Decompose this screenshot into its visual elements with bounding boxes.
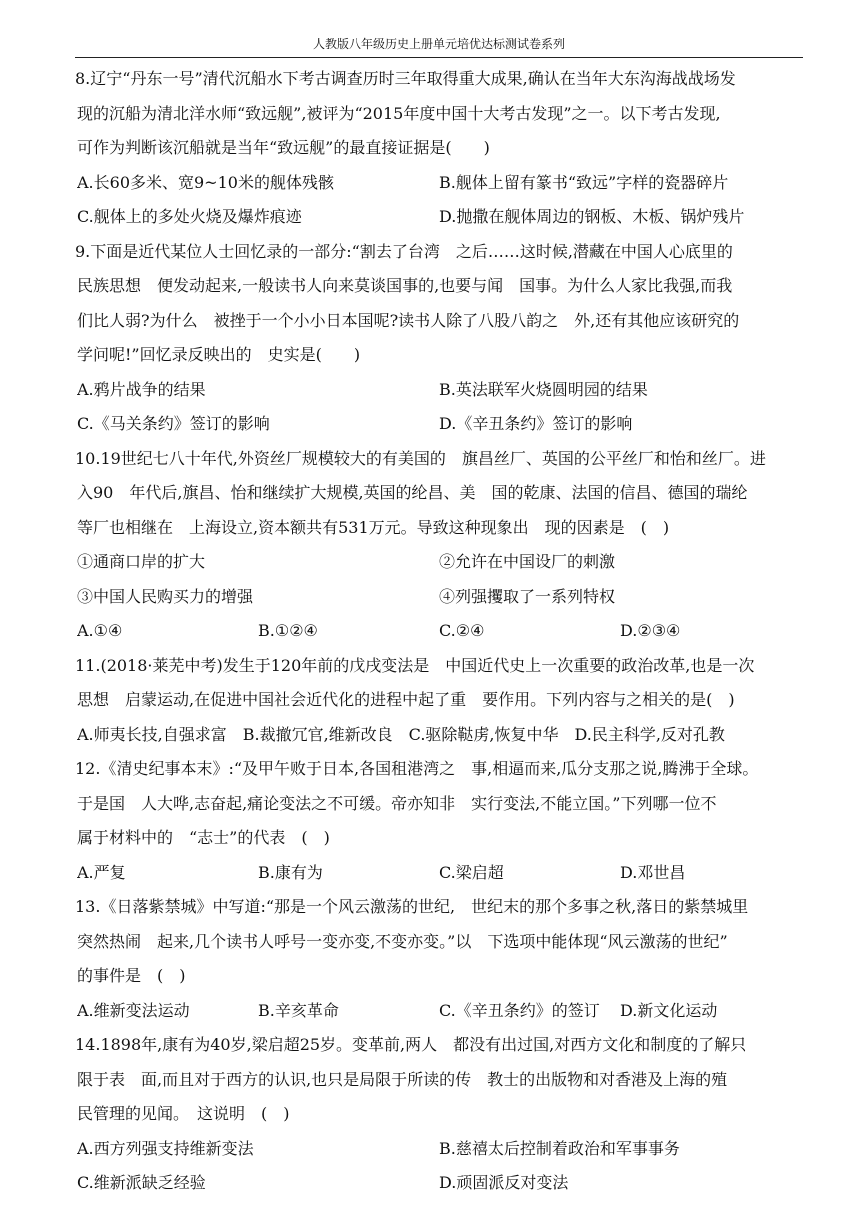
option-b[interactable]: B.辛亥革命 [258, 1000, 339, 1020]
question-10-line-1: 10.19世纪七八十年代,外资丝厂规模较大的有美国的 旗昌丝厂、英国的公平丝厂和怡和丝厂。进 [75, 448, 766, 468]
option-a[interactable]: A.①④ [77, 621, 123, 640]
question-8-line-2: 现的沉船为清北洋水师“致远舰”,被评为“2015年度中国十大考古发现”之一。以下考古发现, [77, 103, 721, 123]
question-8-line-3: 可作为判断该沉船就是当年“致远舰”的最直接证据是( ) [77, 138, 490, 157]
question-13-line-2: 突然热闹 起来,几个读书人呼号一变亦变,不变亦变。”以 下选项中能体现“风云激荡的世纪” [77, 931, 728, 951]
question-14-line-3: 民管理的见闻。 这说明 ( ) [77, 1104, 290, 1123]
option-b[interactable]: B.康有为 [258, 862, 323, 882]
option-c[interactable]: C.②④ [439, 621, 485, 640]
question-14-options [75, 1132, 810, 1167]
question-10 [75, 442, 810, 649]
question-10-line-3: 等厂也相继在 上海设立,资本额共有531万元。导致这种现象出 现的因素是 ( ) [77, 517, 670, 537]
question-9-line-3: 们比人弱?为什么 被挫于一个小小日本国呢?读书人除了八股八韵之 外,还有其他应该研究的 [77, 310, 740, 330]
question-13-options [75, 994, 810, 1029]
statement-2: ②允许在中国设厂的刺激 [439, 552, 616, 571]
question-13-line-1: 13.《日落紫禁城》中写道:“那是一个风云激荡的世纪, 世纪末的那个多事之秋,落日的紫禁城里 [75, 897, 749, 916]
option-c[interactable]: C.梁启超 [439, 862, 504, 882]
question-9-options [75, 373, 810, 408]
question-14 [75, 1028, 810, 1201]
question-11-options [75, 718, 810, 753]
question-12 [75, 752, 810, 890]
question-9-options-2 [75, 407, 810, 442]
question-9-line-4: 学问呢!”回忆录反映出的 史实是( ) [77, 345, 361, 364]
option-d[interactable]: D.②③④ [620, 621, 681, 640]
question-13-line-3: 的事件是 ( ) [77, 966, 186, 985]
question-10-statements-2 [75, 580, 810, 615]
option-d[interactable]: D.《辛丑条约》签订的影响 [439, 414, 633, 433]
question-12-line-1: 12.《清史纪事本末》:“及甲午败于日本,各国租港湾之 事,相逼而来,瓜分支那之说,腾沸于全球。 [75, 759, 759, 778]
question-10-statements [75, 545, 810, 580]
question-11-line-1: 11.(2018·莱芜中考)发生于120年前的戊戌变法是 中国近代史上一次重要的政治改革,也是一次 [75, 655, 755, 675]
question-8-options-2 [75, 200, 810, 235]
option-b[interactable]: B.英法联军火烧圆明园的结果 [439, 379, 648, 399]
header-divider [75, 57, 803, 58]
question-11-line-2: 思想 启蒙运动,在促进中国社会近代化的进程中起了重 要作用。下列内容与之相关的是( ) [77, 690, 735, 709]
question-14-line-2: 限于表 面,而且对于西方的认识,也只是局限于所读的传 教士的出版物和对香港及上海的殖 [77, 1069, 728, 1089]
option-d[interactable]: D.新文化运动 [620, 1000, 718, 1020]
question-list [75, 62, 810, 1201]
question-14-line-1: 14.1898年,康有为40岁,梁启超25岁。变革前,两人 都没有出过国,对西方文化和制度的了解只 [75, 1035, 747, 1054]
option-a[interactable]: A.严复 [77, 862, 126, 882]
question-9-line-1: 9.下面是近代某位人士回忆录的一部分:“割去了台湾 之后……这时候,潜藏在中国人心底里的 [75, 241, 733, 261]
question-12-line-3: 属于材料中的 “志士”的代表 ( ) [77, 828, 330, 847]
option-c[interactable]: C.《马关条约》签订的影响 [77, 414, 270, 433]
question-12-line-2: 于是国 人大哗,志奋起,痛论变法之不可缓。帝亦知非 实行变法,不能立国。”下列哪一位不 [77, 793, 717, 813]
question-12-options [75, 856, 810, 891]
option-b[interactable]: B.慈禧太后控制着政治和军事事务 [439, 1138, 680, 1158]
options-line[interactable]: A.师夷长技,自强求富 B.裁撤冗官,维新改良 C.驱除鞑虏,恢复中华 D.民主科学,反对孔教 [77, 724, 725, 744]
question-14-options-2 [75, 1166, 810, 1201]
question-8-line-1: 8.辽宁“丹东一号”清代沉船水下考古调查历时三年取得重大成果,确认在当年大东沟海战战场发 [75, 69, 736, 88]
statement-3: ③中国人民购买力的增强 [77, 586, 254, 606]
statement-1: ①通商口岸的扩大 [77, 552, 206, 571]
option-a[interactable]: A.鸦片战争的结果 [77, 379, 206, 399]
question-11 [75, 649, 810, 753]
question-10-line-2: 入90 年代后,旗昌、怡和继续扩大规模,英国的纶昌、美 国的乾康、法国的信昌、德国的瑞纶 [77, 483, 748, 502]
option-c[interactable]: C.舰体上的多处火烧及爆炸痕迹 [77, 207, 302, 226]
option-c[interactable]: C.维新派缺乏经验 [77, 1173, 206, 1192]
question-8 [75, 62, 810, 235]
option-c[interactable]: C.《辛丑条约》的签订 [439, 1000, 600, 1020]
option-a[interactable]: A.长60多米、宽9~10米的舰体残骸 [77, 172, 334, 192]
option-d[interactable]: D.顽固派反对变法 [439, 1173, 569, 1192]
option-b[interactable]: B.①②④ [258, 621, 318, 640]
question-13 [75, 890, 810, 1028]
option-b[interactable]: B.舰体上留有篆书“致远”字样的瓷器碎片 [439, 172, 729, 192]
page-header: 人教版八年级历史上册单元培优达标测试卷系列 [312, 37, 565, 51]
option-d[interactable]: D.邓世昌 [620, 862, 686, 882]
question-9 [75, 235, 810, 442]
question-10-options [75, 614, 810, 649]
statement-4: ④列强攫取了一系列特权 [439, 586, 616, 606]
option-d[interactable]: D.抛撒在舰体周边的钢板、木板、锅炉残片 [439, 207, 745, 226]
question-8-options [75, 166, 810, 201]
option-a[interactable]: A.维新变法运动 [77, 1000, 190, 1020]
option-a[interactable]: A.西方列强支持维新变法 [77, 1138, 254, 1158]
question-9-line-2: 民族思想 便发动起来,一般读书人向来莫谈国事的,也要与闻 国事。为什么人家比我强,而我 [77, 276, 733, 295]
